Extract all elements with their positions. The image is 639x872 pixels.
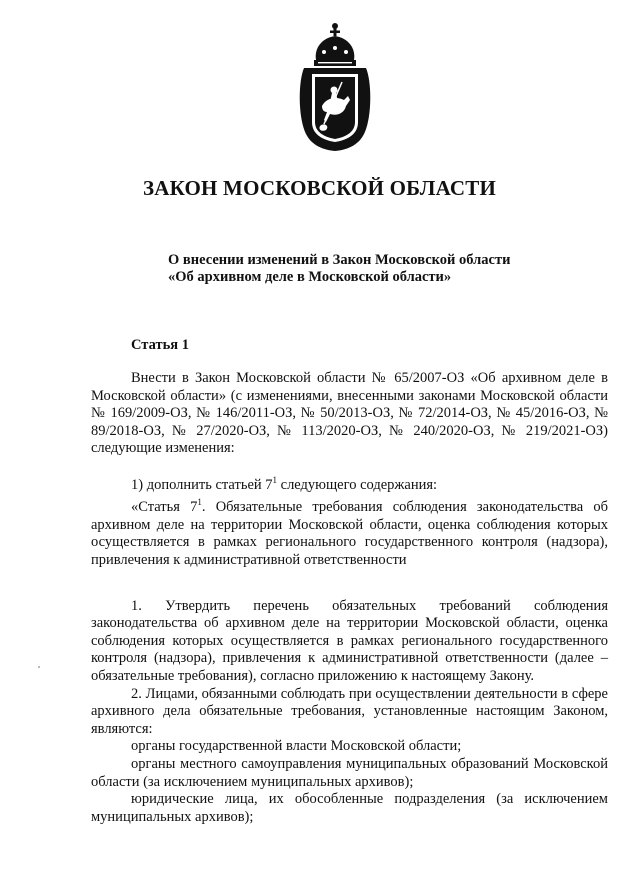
document-body bbox=[91, 370, 608, 826]
intro-paragraph: Внести в Закон Московской области № 65/2007-ОЗ «Об архивном деле в Московской области» (с изменениями, внесенными законами Московской области № 169/2009-ОЗ, № 146/2011-ОЗ, № 50/2013-ОЗ, № 72/2014-ОЗ, № 45/2016-ОЗ, № 89/2018-ОЗ, № 27/2020-ОЗ, № 113/2020-ОЗ, № 240/2020-ОЗ, № 219/2021-ОЗ) следующие изменения: bbox=[91, 370, 608, 457]
list-item-3: юридические лица, их обособленные подразделения (за исключением муниципальных архивов); bbox=[91, 791, 608, 825]
paragraph-1: 1. Утвердить перечень обязательных требований соблюдения законодательства об архивном деле на территории Московской области, оценка соблюдения которых осуществляется в рамках регионального государственного контроля (надзора), привлечения к административной ответственности (далее – обязательные требования), согласно приложению к настоящему Закону. bbox=[91, 597, 608, 684]
document-title: ЗАКОН МОСКОВСКОЙ ОБЛАСТИ bbox=[142, 176, 497, 200]
coat-of-arms-icon bbox=[296, 22, 374, 152]
new-article-suffix: . Обязательные требования соблюдения законодательства об архивном деле на территории Московской области, оценка соблюдения которых осуществляется в рамках регионального государственного контроля (надзора), привлечения к административной ответственности bbox=[91, 499, 608, 568]
new-article-prefix: «Статья 7 bbox=[131, 499, 198, 516]
article-heading: Статья 1 bbox=[131, 337, 189, 353]
list-item-2: органы местного самоуправления муниципальных образований Московской области (за исключением муниципальных архивов); bbox=[91, 755, 608, 790]
item-1-suffix: следующего содержания: bbox=[277, 476, 438, 493]
subtitle-line-1: О внесении изменений в Закон Московской области bbox=[168, 252, 511, 268]
item-1-paragraph bbox=[91, 472, 608, 494]
subtitle-line-2: «Об архивном деле в Московской области» bbox=[168, 269, 452, 285]
scan-mark bbox=[38, 666, 40, 668]
document-subtitle bbox=[168, 252, 510, 286]
item-1-prefix: 1) дополнить статьей 7 bbox=[131, 476, 273, 493]
list-item-1: органы государственной власти Московской области; bbox=[131, 738, 462, 755]
new-article-superscript: 1 bbox=[197, 497, 202, 508]
item-1-superscript: 1 bbox=[272, 474, 278, 485]
new-article-paragraph bbox=[91, 494, 608, 569]
paragraph-2: 2. Лицами, обязанными соблюдать при осуществлении деятельности в сфере архивного дела обязательные требования, установленные настоящим Законом, являются: bbox=[91, 685, 608, 737]
